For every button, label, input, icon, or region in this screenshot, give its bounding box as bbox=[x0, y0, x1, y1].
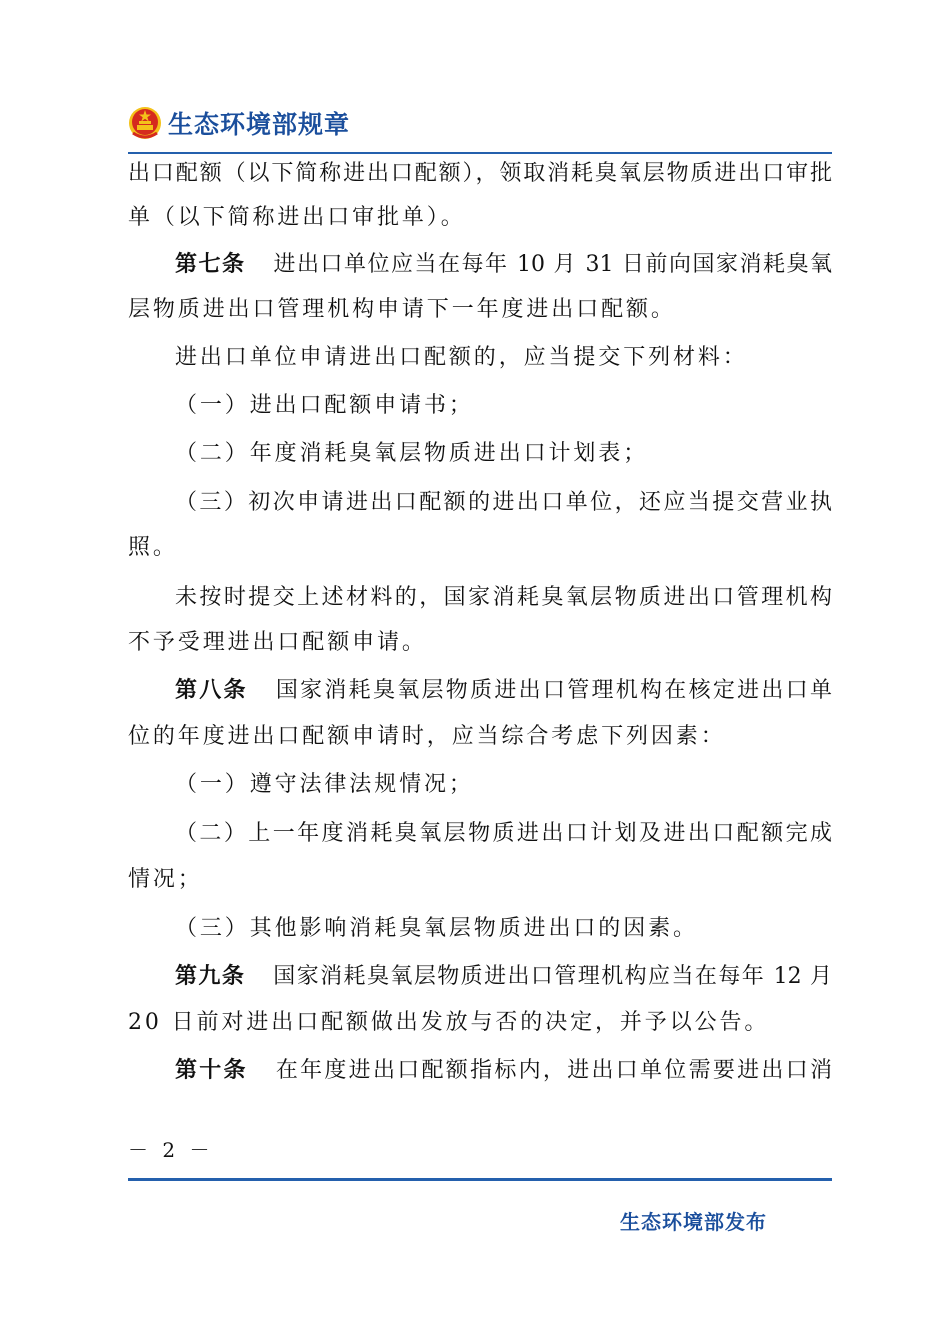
article-8-heading: 第八条 bbox=[175, 678, 248, 703]
footer-divider bbox=[128, 1178, 832, 1181]
list-item: （二）上一年度消耗臭氧层物质进出口计划及进出口配额完成 bbox=[175, 821, 832, 846]
article-10-text: 在年度进出口配额指标内，进出口单位需要进出口消 bbox=[275, 1058, 832, 1083]
national-emblem-icon bbox=[128, 105, 162, 141]
page-number: － 2 － bbox=[128, 1138, 214, 1162]
article-8-text: 国家消耗臭氧层物质进出口管理机构在核定进出口单 bbox=[275, 678, 832, 703]
text-line: 情况； bbox=[128, 867, 203, 892]
article-10-line bbox=[128, 1049, 832, 1093]
header-title: 生态环境部规章 bbox=[168, 110, 351, 139]
text-line: 出口配额（以下简称进出口配额），领取消耗臭氧层物质进出口审批 bbox=[128, 161, 832, 186]
article-7-text: 进出口单位应当在每年 10 月 31 日前向国家消耗臭氧 bbox=[273, 252, 832, 277]
article-10-heading: 第十条 bbox=[175, 1058, 248, 1083]
article-8-line bbox=[128, 669, 832, 713]
text-line: 单（以下简称进出口审批单）。 bbox=[128, 205, 466, 230]
text-line: 20 日前对进出口配额做出发放与否的决定，并予以公告。 bbox=[128, 1010, 770, 1035]
list-item: （二）年度消耗臭氧层物质进出口计划表； bbox=[175, 441, 649, 466]
text-line: 不予受理进出口配额申请。 bbox=[128, 630, 427, 655]
article-7-line bbox=[128, 243, 832, 287]
list-item: （三）初次申请进出口配额的进出口单位，还应当提交营业执 bbox=[175, 490, 832, 515]
text-line: 位的年度进出口配额申请时，应当综合考虑下列因素： bbox=[128, 724, 726, 749]
text-line: 照。 bbox=[128, 535, 178, 560]
article-9-text: 国家消耗臭氧层物质进出口管理机构应当在每年 12 月 bbox=[273, 964, 832, 989]
article-7-heading: 第七条 bbox=[175, 252, 246, 277]
article-9-line bbox=[128, 955, 832, 999]
article-9-heading: 第九条 bbox=[175, 964, 246, 989]
text-line: 层物质进出口管理机构申请下一年度进出口配额。 bbox=[128, 297, 676, 322]
text-line: 进出口单位申请进出口配额的，应当提交下列材料： bbox=[175, 345, 748, 370]
page-header bbox=[128, 98, 350, 148]
list-item: （一）进出口配额申请书； bbox=[175, 393, 474, 418]
text-line: 未按时提交上述材料的，国家消耗臭氧层物质进出口管理机构 bbox=[175, 585, 832, 610]
list-item: （三）其他影响消耗臭氧层物质进出口的因素。 bbox=[175, 916, 698, 941]
list-item: （一）遵守法律法规情况； bbox=[175, 772, 474, 797]
footer-publisher: 生态环境部发布 bbox=[620, 1210, 767, 1234]
